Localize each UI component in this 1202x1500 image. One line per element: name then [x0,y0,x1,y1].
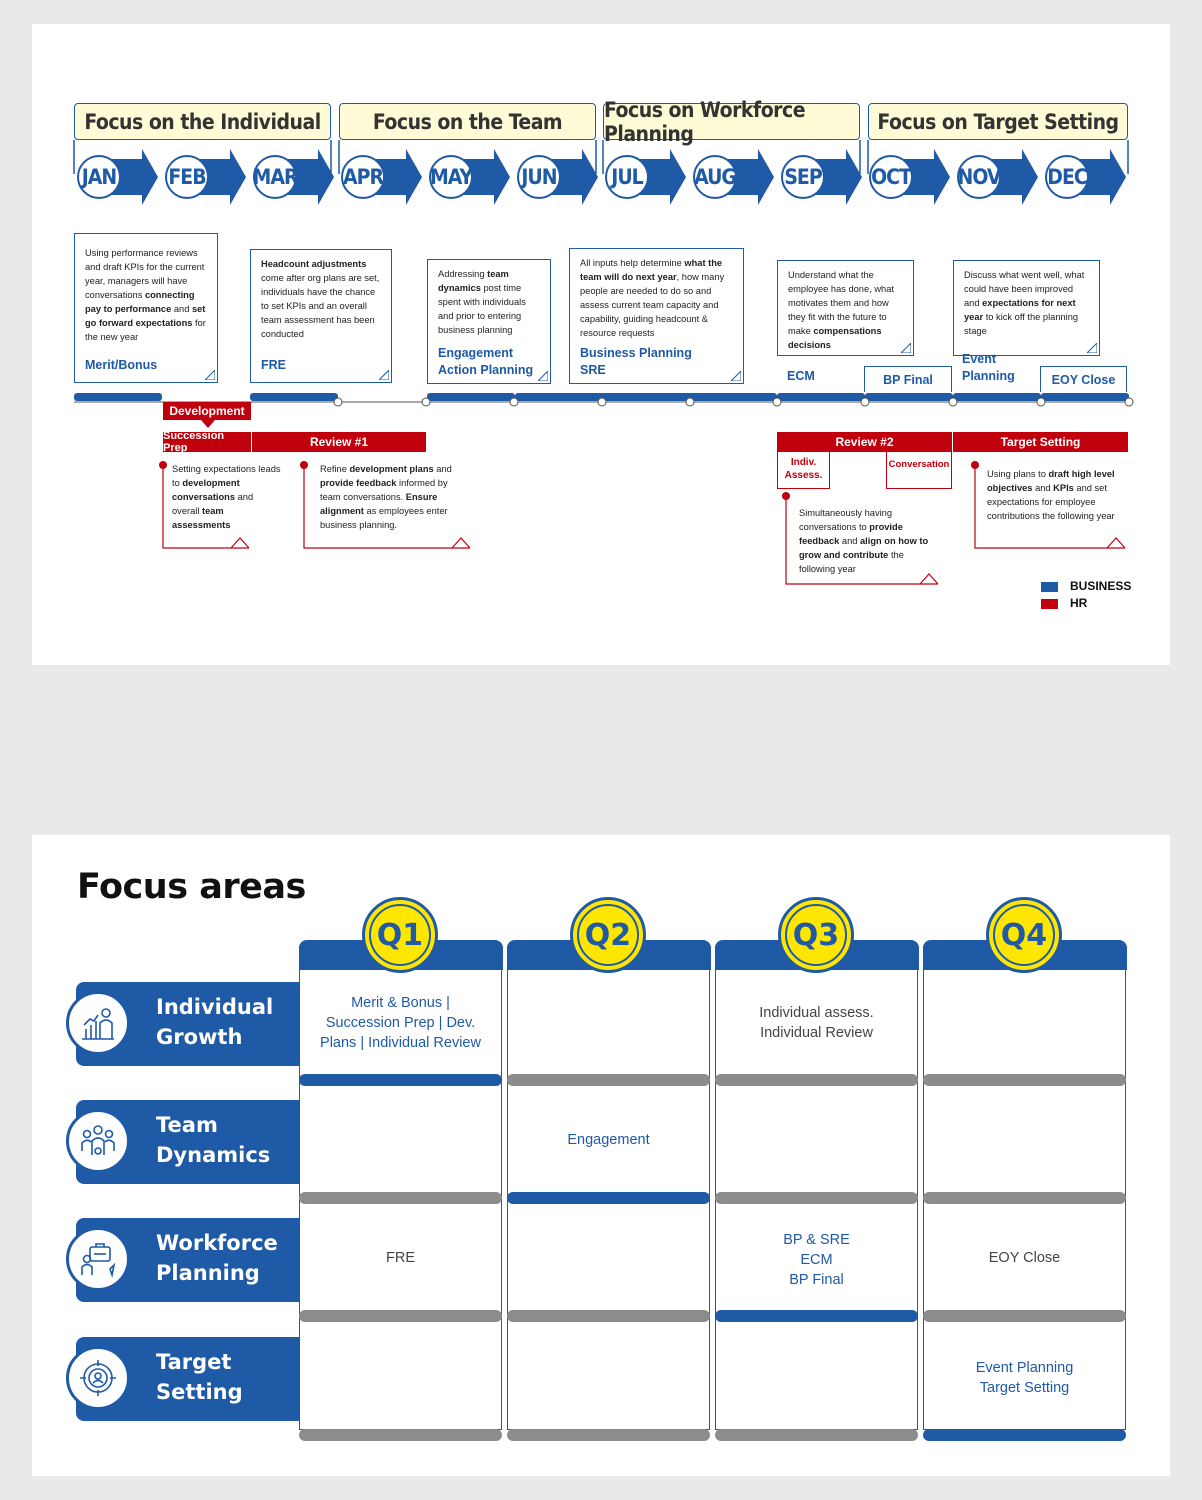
row-label-target-setting [76,1337,300,1421]
pointer-icon [201,420,215,428]
note-mar-label: FRE [261,358,286,372]
label-bp-final: BP Final [864,366,952,392]
cell-workforce-q4: EOY Close [988,1250,1061,1266]
cell-workforce-q1: FRE [386,1250,415,1266]
quarter-column-q4 [923,940,1126,1430]
month-apr: APR [341,155,385,199]
month-may: MAY [429,155,473,199]
row-separator [715,1074,918,1086]
row-separator [715,1429,918,1441]
workforce-icon [66,1227,130,1291]
focus-header-workforce: Focus on Workforce Planning [603,103,860,140]
growth-icon [66,991,130,1055]
month-jan: JAN [77,155,121,199]
quarter-badge-q2: Q2 [570,897,646,973]
note-nov: Discuss what went well, what could have been improved and expectations for next year to kick off the planning stage [953,260,1100,356]
hr-target-setting: Target Setting [953,432,1128,452]
month-nov: NOV [957,155,1001,199]
hr-note-target-setting: Using plans to draft high level objectives and KPIs and set expectations for employee contributions the following year [987,469,1115,521]
row-separator [299,1074,502,1086]
hr-succession-prep: Succession Prep [163,432,251,452]
focus-header-target: Focus on Target Setting [868,103,1128,140]
row-label-text: Workforce Planning [156,1231,278,1285]
page-title: Focus areas [77,867,306,907]
row-separator [715,1192,918,1204]
row-separator [299,1429,502,1441]
hr-indiv-assess: Indiv. Assess. [784,457,823,481]
row-separator [507,1192,710,1204]
row-separator [299,1192,502,1204]
note-may-label: Engagement Action Planning [438,346,534,377]
row-separator [715,1310,918,1322]
label-event-planning: Event Planning [962,352,1015,383]
quarter-badge-q1: Q1 [362,897,438,973]
note-jul-label: Business Planning SRE [580,346,692,377]
row-separator [923,1429,1126,1441]
row-separator [923,1074,1126,1086]
fold-icon [731,371,741,381]
note-jul: All inputs help determine what the team will do next year, how many people are needed to do so and assess current team capacity and capability, guiding headcount & resource requests Business Planning SRE [569,248,744,384]
fold-icon [379,370,389,380]
row-label-text: Target Setting [156,1350,243,1404]
hr-note-review-2: Simultaneously having conversations to provide feedback and align on how to grow and contribute the following year [799,508,929,574]
fold-icon [1087,343,1097,353]
month-mar: MAR [253,155,297,199]
month-feb: FEB [165,155,209,199]
legend-business: BUSINESS [1070,579,1132,593]
row-separator [923,1192,1126,1204]
legend-hr-swatch [1041,599,1058,609]
row-separator [299,1310,502,1322]
cell-individual-q1: Merit & Bonus | Succession Prep | Dev. Plans | Individual Review [320,995,481,1051]
fold-icon [901,343,911,353]
row-separator [507,1074,710,1086]
cell-individual-q3: Individual assess. Individual Review [759,1005,874,1041]
row-label-workforce-planning [76,1218,300,1302]
hr-development: Development [163,402,251,420]
fold-icon [538,371,548,381]
quarter-column-q2 [507,940,710,1430]
month-dec: DEC [1045,155,1089,199]
legend-hr: HR [1070,596,1088,610]
focus-areas-panel [32,835,1170,1476]
note-may: Addressing team dynamics post time spent with individuals and prior to entering business planning Engagement Action Planning [427,259,551,384]
row-separator [923,1310,1126,1322]
row-label-text: Individual Growth [156,995,274,1049]
annual-timeline-panel [32,24,1170,665]
row-label-team-dynamics [76,1100,300,1184]
month-oct: OCT [869,155,913,199]
team-icon [66,1109,130,1173]
focus-header-individual: Focus on the Individual [74,103,331,140]
hr-review-2: Review #2 [777,432,952,452]
month-jul: JUL [605,155,649,199]
note-jan-label: Merit/Bonus [85,358,158,372]
legend-business-swatch [1041,582,1058,592]
month-sep: SEP [781,155,825,199]
row-label-individual-growth [76,982,300,1066]
hr-note-succession: Setting expectations leads to development conversations and overall team assessments [172,464,281,530]
label-eoy-close: EOY Close [1040,366,1127,392]
focus-header-team: Focus on the Team [339,103,596,140]
hr-note-review-1: Refine development plans and provide feedback informed by team conversations. Ensure alignment as employees enter business planning. [320,464,452,530]
cell-workforce-q3: BP & SRE ECM BP Final [783,1232,850,1288]
note-jan: Using performance reviews and draft KPIs for the current year, managers will have conversations connecting pay to performance and set go forward expectations for the new year Merit/Bonus [74,233,218,383]
row-label-text: Team Dynamics [156,1113,271,1167]
cell-team-q2: Engagement [567,1132,650,1148]
target-icon [66,1346,130,1410]
label-ecm: ECM [787,369,815,383]
month-jun: JUN [517,155,561,199]
row-separator [507,1429,710,1441]
note-mar: Headcount adjustments come after org plans are set, individuals have the chance to set KPIs and an overall team assessment has been conducted FRE [250,249,392,383]
hr-conversation: Conversation [888,459,950,470]
quarter-badge-q4: Q4 [986,897,1062,973]
fold-icon [205,370,215,380]
month-aug: AUG [693,155,737,199]
month-arrows [32,24,1170,224]
row-separator [507,1310,710,1322]
cell-target-q4: Event Planning Target Setting [975,1360,1074,1396]
hr-review-1: Review #1 [252,432,426,452]
note-sep: Understand what the employee has done, what motivates them and how they fit with the future to make compensations decisions [777,260,914,356]
quarter-badge-q3: Q3 [778,897,854,973]
